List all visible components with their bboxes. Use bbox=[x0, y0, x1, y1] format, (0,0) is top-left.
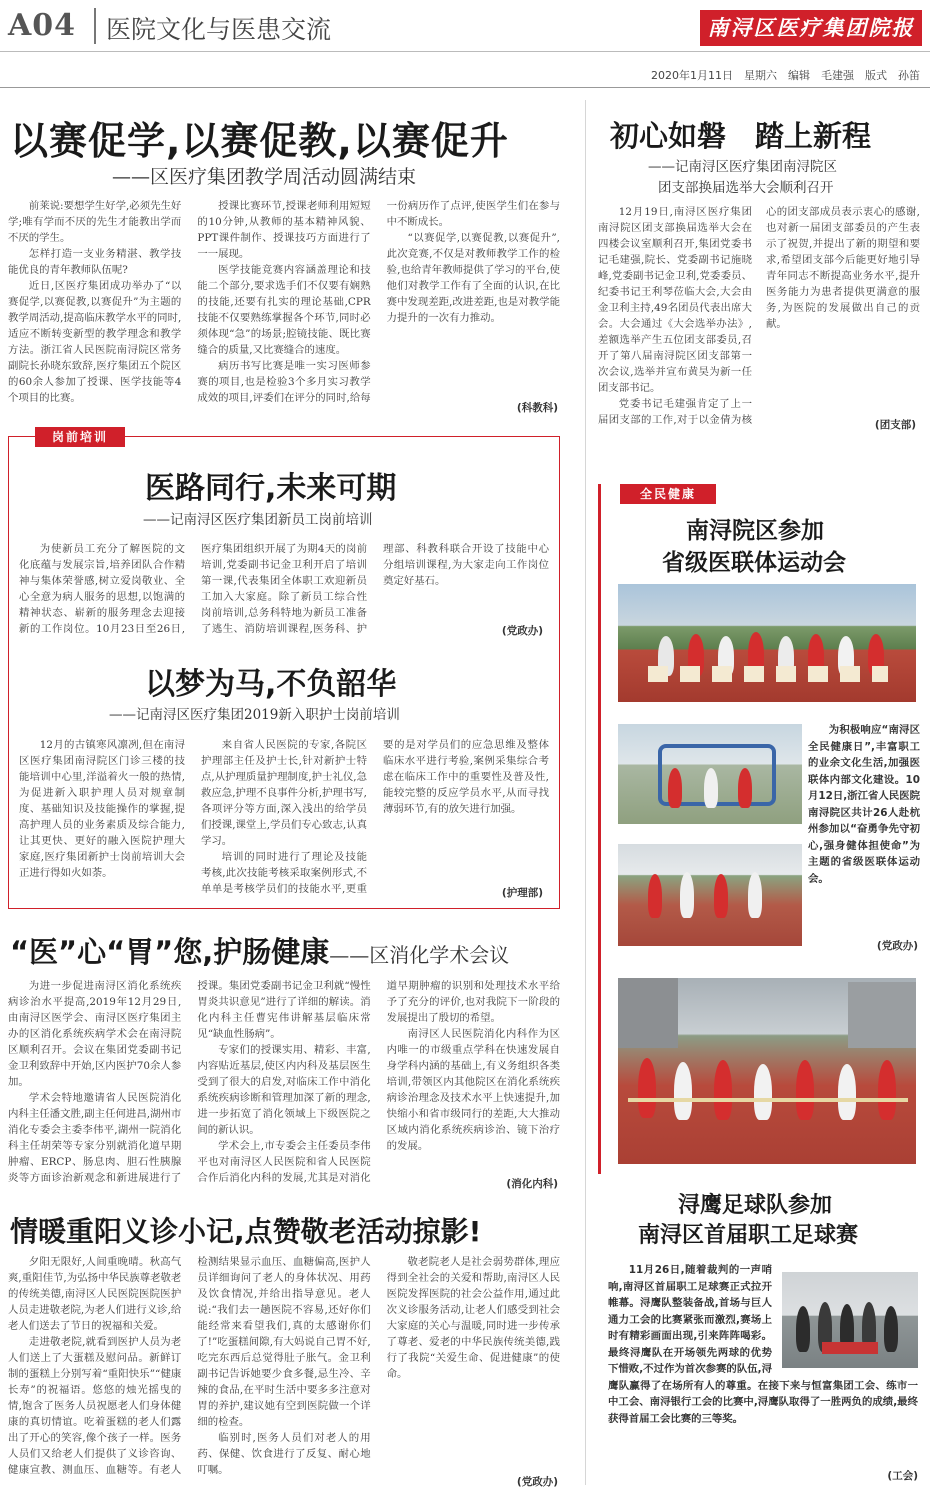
article-body bbox=[8, 198, 560, 416]
headline: 以梦为马,不负韶华 bbox=[145, 667, 397, 702]
paragraph: 为使新员工充分了解医院的文化底蕴与发展宗旨,培养团队合作精神与集体荣誉感,树立爱岗敬业、全心全意为病人服务的思想,以饱满的精神状态、崭新的服务理念去迎接新的工作岗位。10月23日至26日,医疗集团组织开展了为期4天的岗前培训,党委副书记金卫利开启了培训第一课,代表集团全体职工欢迎新员工加入大家庭。除了新员工综合性岗前培训,总务科特地为新员工准备了逃生、消防培训课程,医务科、护理部、科教科联合开设了技能中心分组培训课程,为大家走向工作岗位奠定好基石。 bbox=[19, 543, 549, 635]
person-figure bbox=[648, 874, 662, 918]
person-figure bbox=[838, 1064, 856, 1120]
person-figure bbox=[638, 1058, 656, 1118]
headline: 医路同行,未来可期 bbox=[145, 471, 397, 506]
subheadline: ——记南浔区医疗集团新员工岗前培训 bbox=[143, 512, 373, 528]
paragraph: 为积极响应“南浔区全民健康日”,丰富职工的业余文化生活,加强医联体内部文化建设。10月12日,浙江省人民医院南浔院区共计26人赴杭州参加以“奋勇争先守初心,强身健体担使命”为主题的省级医联体运动会。 bbox=[808, 724, 920, 885]
headline-line-1: 南浔院区参加 bbox=[686, 518, 824, 544]
person-figure bbox=[754, 1064, 772, 1120]
person-figure bbox=[674, 1062, 692, 1120]
group-photo bbox=[618, 584, 916, 702]
column-divider bbox=[585, 100, 586, 1485]
paragraph: 医学技能竞赛内容涵盖理论和技能二个部分,要求选手们不仅要有娴熟的技能,还要有扎实的理论基础,CPR技能不仅要熟练掌握各个环节,同时必须体现“急”的场景;腔镜技能、既比赛缝合的质量,又比赛缝合的速度。 bbox=[197, 264, 371, 356]
building-block bbox=[848, 982, 916, 1048]
article-football bbox=[598, 1180, 926, 1490]
paragraph: 来自省人民医院的专家,各院区护理部主任及护士长,针对新护士特点,从护理质量护理制度,护士礼仪,急救应急,护理不良事件分析,护理书写,各项评分等方面,深入浅出的给学员们授课,课堂上,学员们专心致志,认真学习。 bbox=[201, 739, 367, 847]
headline bbox=[10, 930, 509, 971]
paragraph: “以赛促学,以赛促教,以赛促升”,此次竞赛,不仅是对教师教学工作的检验,也给青年教师提供了学习的平台,使他们对教学工作有了全面的认识,在比赛中发现差距,改进差距,也是对教学能力提升的一次有力推动。 bbox=[386, 232, 560, 324]
person-figure bbox=[748, 872, 762, 918]
article-teaching-week bbox=[0, 100, 580, 422]
paragraph: 走进敬老院,就看到医护人员为老人们送上了大蛋糕及慰问品。新鲜订制的蛋糕上分别写着“重阳快乐”“健康长寿”的祝福语。悠悠的烛光摇曳的情,饱含了医务人员祝愿老人们身体健康的真切情谊。吃着蛋糕的老人们露出了开心的笑容,像个孩子一样。医务人员们又给老人们提供了义诊咨询、健康宣教、测血压、血糖等。有老人检测结果显示血压、血糖偏高,医护人员详细询问了老人的身体状况、用药及饮食情况,并给出指导意见。老人说:“我们去一趟医院不容易,还好你们能经常来看望我们,真的太感谢你们了!”吃蛋糕间隙,有大妈说自己胃不好,吃完东西后总觉得肚子胀气。金卫利副书记告诉她要少食多餐,忌生冷、辛辣的食品,在平时生活中要多多注意对胃的养护,建议她有空到医院做一个详细的检查。 bbox=[8, 1256, 371, 1476]
signature: (工会) bbox=[887, 1470, 918, 1482]
masthead-rule-2 bbox=[0, 87, 930, 88]
subheadline: ——区医疗集团教学周活动圆满结束 bbox=[112, 166, 417, 188]
paragraph: 为进一步促进南浔区消化系统疾病诊治水平提高,2019年12月29日,由南浔区医学会、南浔区医疗集团主办的区消化系统疾病学术会在南浔院区顺利召开。会议在集团党委副书记金卫利致辞中开始,区内医护70余人参加。 bbox=[8, 980, 182, 1088]
person-figure bbox=[680, 872, 694, 918]
training-box bbox=[8, 430, 560, 909]
headline-suffix: ——区消化学术会议 bbox=[329, 943, 510, 967]
person-figure bbox=[878, 1060, 896, 1120]
masthead bbox=[0, 0, 930, 88]
certificate-row bbox=[648, 666, 888, 682]
paragraph: 培训的同时进行了理论及技能考核,此次技能考核采取案例形式,不单单是考核学员们的技能水平,更重要的是对学员们的应急思维及整体临床水平进行考验,案例采集综合考虑在临床工作中的重要性及普及性,能较完整的反应学员水平,从而寻找薄弱环节,有的放矢进行加强。 bbox=[201, 739, 549, 895]
masthead-divider bbox=[94, 8, 96, 44]
subheadline-line-2: 团支部换届选举大会顺利召开 bbox=[658, 180, 834, 196]
paragraph: 前莱说:要想学生好学,必须先生好学;唯有学而不厌的先生才能教出学而不厌的学生。 bbox=[8, 200, 182, 244]
paragraph: 授课比赛环节,授课老师利用短短的10分钟,从教师的基本精神风貌、PPT课件制作、授课技巧方面进行了一一展现。 bbox=[197, 200, 371, 260]
signature: (科教科) bbox=[516, 402, 558, 414]
article-league-branch bbox=[592, 100, 926, 435]
article-body bbox=[808, 722, 920, 954]
article-elderly-clinic bbox=[0, 1200, 580, 1490]
run-photo bbox=[618, 844, 802, 946]
subheadline: ——记南浔区医疗集团2019新入职护士岗前培训 bbox=[109, 707, 400, 723]
headline-main: “医”心“胃”您,护肠健康 bbox=[10, 935, 330, 969]
article-body bbox=[8, 978, 560, 1188]
signature: (护理部) bbox=[501, 887, 543, 899]
paragraph: 敬老院老人是社会弱势群体,理应得到全社会的关爱和帮助,南浔区人民医院发挥医院的社会公益作用,通过此次义诊服务活动,让老人们感受到社会大家庭的关心与温暖,同时进一步传承了尊老、爱老的中华民族传统美德,践行了我院“关爱生命、促进健康”的使命。 bbox=[386, 1256, 560, 1380]
paragraph: 学术会上,市专委会主任委员李伟平也对南浔区人民医院和省人民医院合作后消化内科的发展,尤其是对消化道早期肿瘤的识别和处理技术水平给予了充分的评价,也对我院下一阶段的发展提出了殷切的希望。 bbox=[197, 980, 560, 1184]
paragraph: 临别时,医务人员们对老人的用药、保健、饮食进行了反复、耐心地叮嘱。 bbox=[197, 1432, 371, 1476]
paragraph: 专家们的授课实用、精彩、丰富,内容贴近基层,使区内内科及基层医生受到了很大的启发,对临床工作中消化系统疾病诊断和管理加深了新的理念,进一步拓宽了消化领域上下级医院之间的新认识。 bbox=[197, 1044, 371, 1136]
paragraph: 11月26日,随着裁判的一声哨响,南浔区首届职工足球赛正式拉开帷幕。浔鹰队整装备战,首场与巨人通力工会的比赛紧张而激烈,赛场上时有精彩画面出现,引来阵阵喝彩。最终浔鹰队在开场领先两球的优势下惜败,不过作为首次参赛的队伍,浔鹰队赢得了在场所有人的尊重。在接下来与恒富集团工会、练市一中工会、南浔银行工会的比赛中,浔鹰队取得了一胜两负的成绩,最终获得首届工会比赛的三等奖。 bbox=[608, 1264, 918, 1425]
paragraph: 怎样打造一支业务精湛、教学技能优良的青年教师队伍呢? bbox=[8, 248, 182, 276]
tug-of-war-photo bbox=[618, 978, 916, 1164]
paragraph: 学术会特地邀请省人民医院消化内科主任潘文胜,副主任何进昌,湖州市消化专委会主委李伟平,湖州一院消化科主任胡荣等专家分别就消化道早期肿瘤、ERCP、肠息肉、胆石性胰腺炎等方面诊治新观念和新进展进行了授课。集团党委副书记金卫利就“慢性胃炎共识意见”进行了详细的解读。消化内科主任曹宪伟讲解基层临床常见“缺血性肠病”。 bbox=[8, 980, 371, 1184]
paragraph: 近日,区医疗集团成功举办了“以赛促学,以赛促教,以赛促升”为主题的教学周活动,提高临床教学水平的同时,适应不断转变新型的教学理念和教学方法。浙江省人民医院南浔院区常务副院长孙晓东致辞,医疗集团五个院区的60余人参加了授课、医学技能等4个项目的比赛。 bbox=[8, 280, 182, 404]
person-figure bbox=[796, 1060, 814, 1120]
headline-line-2: 省级医联体运动会 bbox=[662, 550, 846, 576]
article-body bbox=[598, 204, 920, 428]
signature: (党政办) bbox=[516, 1476, 558, 1488]
masthead-rule bbox=[0, 51, 930, 52]
issue-info: 2020年1月11日 星期六 编辑 毛建强 版式 孙笛 bbox=[651, 69, 920, 82]
article-body bbox=[608, 1262, 918, 1462]
article-body bbox=[19, 541, 549, 639]
paragraph: 12月19日,南浔区医疗集团南浔院区团支部换届选举大会在四楼会议室顺利召开,集团党委书记毛建强,院长、党委副书记施晓峰,党委副书记金卫利,党委委员、纪委书记王利琴莅临大会,大会由金卫利主持,49名团员代表出席大会。大会通过《大会选举办法》,差额选举产生五位团支部委员,召开了第八届南浔院区团支部第一次会议,选举并宣布黄昊为新一任团支部书记。 bbox=[598, 206, 752, 394]
person-figure bbox=[714, 1060, 732, 1120]
paragraph: 南浔区人民医院消化内科作为区内唯一的市级重点学科在快速发展自身学科内涵的基础上,有义务组织各类培训,带领区内其他院区在消化系统疾病诊治理念及技术水平上快速提升,加快缩小和省市级同行的差距,大大推动区域内消化系统疾病诊治、镜下治疗的发展。 bbox=[386, 1028, 560, 1152]
article-digestive-conference bbox=[0, 918, 580, 1198]
article-body bbox=[8, 1254, 560, 1478]
subheadline-line-1: ——记南浔区医疗集团南浔院区 bbox=[648, 159, 837, 175]
paragraph: 夕阳无限好,人间重晚晴。秋高气爽,重阳佳节,为弘扬中华民族尊老敬老的传统美德,南浔区人民医院医院医护人员走进敬老院,为老人们进行义诊,给老人们送去了节日的祝福和关爱。 bbox=[8, 1256, 182, 1332]
headline: 以赛促学,以赛促教,以赛促升 bbox=[10, 119, 509, 163]
headline-line-2: 南浔区首届职工足球赛 bbox=[638, 1223, 859, 1248]
rope bbox=[628, 1098, 908, 1102]
section-title: 医院文化与医患交流 bbox=[106, 15, 332, 44]
tag-line bbox=[598, 484, 601, 1174]
page-number: A04 bbox=[8, 8, 77, 43]
headline-line-1: 浔鹰足球队参加 bbox=[678, 1193, 833, 1218]
signature: (党政办) bbox=[501, 625, 543, 637]
person-figure bbox=[704, 768, 718, 808]
headline: 初心如磐 踏上新程 bbox=[610, 119, 872, 153]
signature: (党政办) bbox=[876, 940, 918, 952]
article-sports-meet bbox=[598, 484, 926, 1174]
headline: 情暖重阳义诊小记,点赞敬老活动掠影! bbox=[10, 1215, 482, 1248]
game-photo bbox=[618, 724, 802, 824]
person-figure bbox=[714, 874, 728, 918]
article-body bbox=[19, 737, 549, 899]
float-spacer bbox=[772, 1262, 918, 1374]
paragraph: 党委书记毛建强肯定了上一届团支部的工作,对于以金倩为核心的团支部成员表示衷心的感谢,也对新一届团支部委员的产生表示了祝贺,并提出了新的期望和要求,希望团支部今后能更好地引导青年同志不断提高业务水平,提升医务能力为患者提供更满意的服务,为医院的发展做出自己的贡献。 bbox=[598, 206, 920, 426]
building-block bbox=[618, 978, 678, 1048]
signature: (团支部) bbox=[874, 419, 916, 431]
signature: (消化内科) bbox=[506, 1178, 558, 1190]
paragraph: 12月的古镇寒风凛冽,但在南浔区医疗集团南浔院区门诊三楼的技能培训中心里,洋溢着火一般的热情,为促进新入职护理人员对规章制度、基础知识及技能操作的掌握,提高护理人员的业务素质及综合能力,让其更快、更好的融入医院护理大家庭,医疗集团新护士岗前培训大会正进行得如火如荼。 bbox=[19, 739, 185, 879]
section-tag: 全民健康 bbox=[620, 484, 716, 504]
paragraph: 病历书写比赛是唯一实习医师参赛的项目,也是检验3个多月实习教学成效的项目,评委们在评分的同时,给每一份病历作了点评,使医学生们在参与中不断成长。 bbox=[197, 200, 560, 404]
person-figure bbox=[668, 768, 682, 808]
paper-name-logo: 南浔区医疗集团院报 bbox=[700, 10, 922, 46]
person-figure bbox=[738, 768, 752, 808]
section-tag: 岗前培训 bbox=[35, 427, 125, 447]
